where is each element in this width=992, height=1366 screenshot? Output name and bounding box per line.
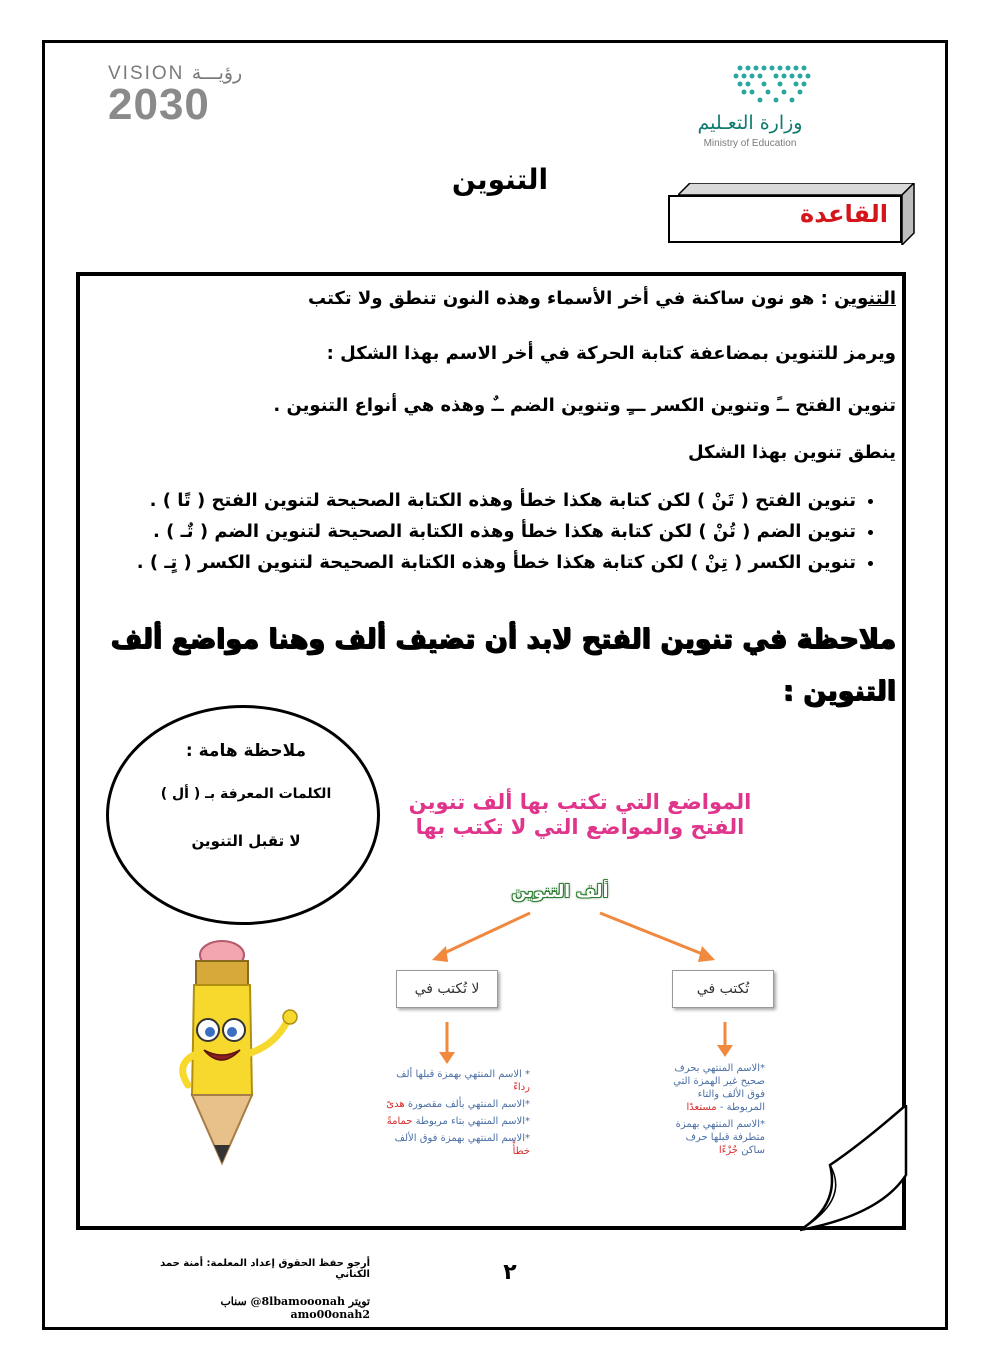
- list-item: • تنوين الفتح ( تَنْ ) لكن كتابة هكذا خطأ وهذه الكتابة الصحيحة لتنوين الفتح ( تًا ) .: [137, 490, 856, 511]
- important-note-line2: لا تقبل التنوين: [191, 832, 301, 850]
- list-item: • تنوين الضم ( تُنْ ) لكن كتابة هكذا خطأ وهذه الكتابة الصحيحة لتنوين الضم ( تٌـ ) .: [137, 521, 856, 542]
- page-title: التنوين: [451, 163, 549, 196]
- alif-note-line1: ملاحظة في تنوين الفتح لابد أن تضيف ألف وهنا مواضع ألف: [110, 624, 896, 655]
- pencil-mascot-icon: [160, 935, 310, 1175]
- definition-line: [308, 288, 896, 309]
- rule-box-top: [678, 183, 914, 195]
- definition-text: : هو نون ساكنة في أخر الأسماء وهذه النون تنطق ولا تكتب: [308, 288, 835, 309]
- list-item: * الاسم المنتهي بهمزة قبلها ألف رداءً: [396, 1069, 530, 1093]
- symbol-line: ويرمز للتنوين بمضاعفة كتابة الحركة في أخر الاسم بهذا الشكل :: [326, 343, 896, 364]
- infographic-title-line2: الفتح والمواضع التي لا تكتب بها: [415, 815, 745, 839]
- not-written-list: [380, 1068, 530, 1158]
- pronunciation-line: ينطق تنوين بهذا الشكل: [687, 442, 896, 463]
- list-item: *الاسم المنتهي بهمزة متطرفة قبلها حرف ساكن جُزْءًا: [675, 1119, 765, 1156]
- types-line: تنوين الفتح ــً وتنوين الكسر ـــٍ وتنوين الضم ــٌ وهذه هي أنواع التنوين .: [273, 395, 896, 416]
- rule-label: القاعدة: [800, 200, 888, 228]
- infographic-title: [395, 790, 765, 840]
- list-item: *الاسم المنتهي بحرف صحيح غير الهمزة التي فوق الألف والتاء المربوطة - مستعدًا: [673, 1063, 765, 1113]
- important-note-circle: [106, 705, 380, 925]
- infographic-root: ألف التنوين: [511, 882, 609, 902]
- footer-social: تويتر 8lbamooonah@ سناب amo00onah2: [220, 1295, 370, 1321]
- list-item: *الاسم المنتهي بتاء مربوطة حمامةً: [386, 1116, 530, 1127]
- list-item: *الاسم المنتهي بهمزة فوق الألف خطأً: [394, 1133, 530, 1157]
- ministry-logo: [680, 60, 840, 155]
- ministry-name-ar: وزارة التعـليم: [697, 112, 803, 134]
- ministry-dots-icon: [680, 60, 820, 110]
- vision-top-text: VISION رؤيـــة: [108, 63, 243, 84]
- infographic-title-line1: المواضع التي تكتب بها ألف تنوين: [408, 790, 752, 814]
- important-note-line1: الكلمات المعرفة بـ ( أل ): [160, 786, 332, 802]
- definition-term: التنوين: [834, 288, 896, 309]
- rule-box-side: [900, 183, 916, 245]
- not-written-box: لا تُكتب في: [396, 970, 498, 1008]
- vision-year: 2030: [108, 80, 210, 129]
- written-box: تُكتب في: [672, 970, 774, 1008]
- vision-2030-logo: [108, 62, 273, 132]
- alif-note-line2: التنوين :: [783, 676, 896, 707]
- tanween-bullets: [137, 490, 896, 583]
- ministry-name-en: Ministry of Education: [703, 138, 797, 149]
- important-note-heading: ملاحظة هامة :: [185, 741, 307, 761]
- page-number: ٢: [503, 1260, 517, 1285]
- written-list: [665, 1062, 765, 1157]
- page-curl: [800, 1105, 915, 1240]
- footer-credit: أرجو حفظ الحقوق إعداد المعلمة: أمنة حمد الكناني: [160, 1258, 370, 1280]
- list-item: • تنوين الكسر ( تِنْ ) لكن كتابة هكذا خطأ وهذه الكتابة الصحيحة لتنوين الكسر ( تٍـ ) .: [137, 552, 856, 573]
- list-item: *الاسم المنتهي بألف مقصورة هدىً: [386, 1099, 530, 1110]
